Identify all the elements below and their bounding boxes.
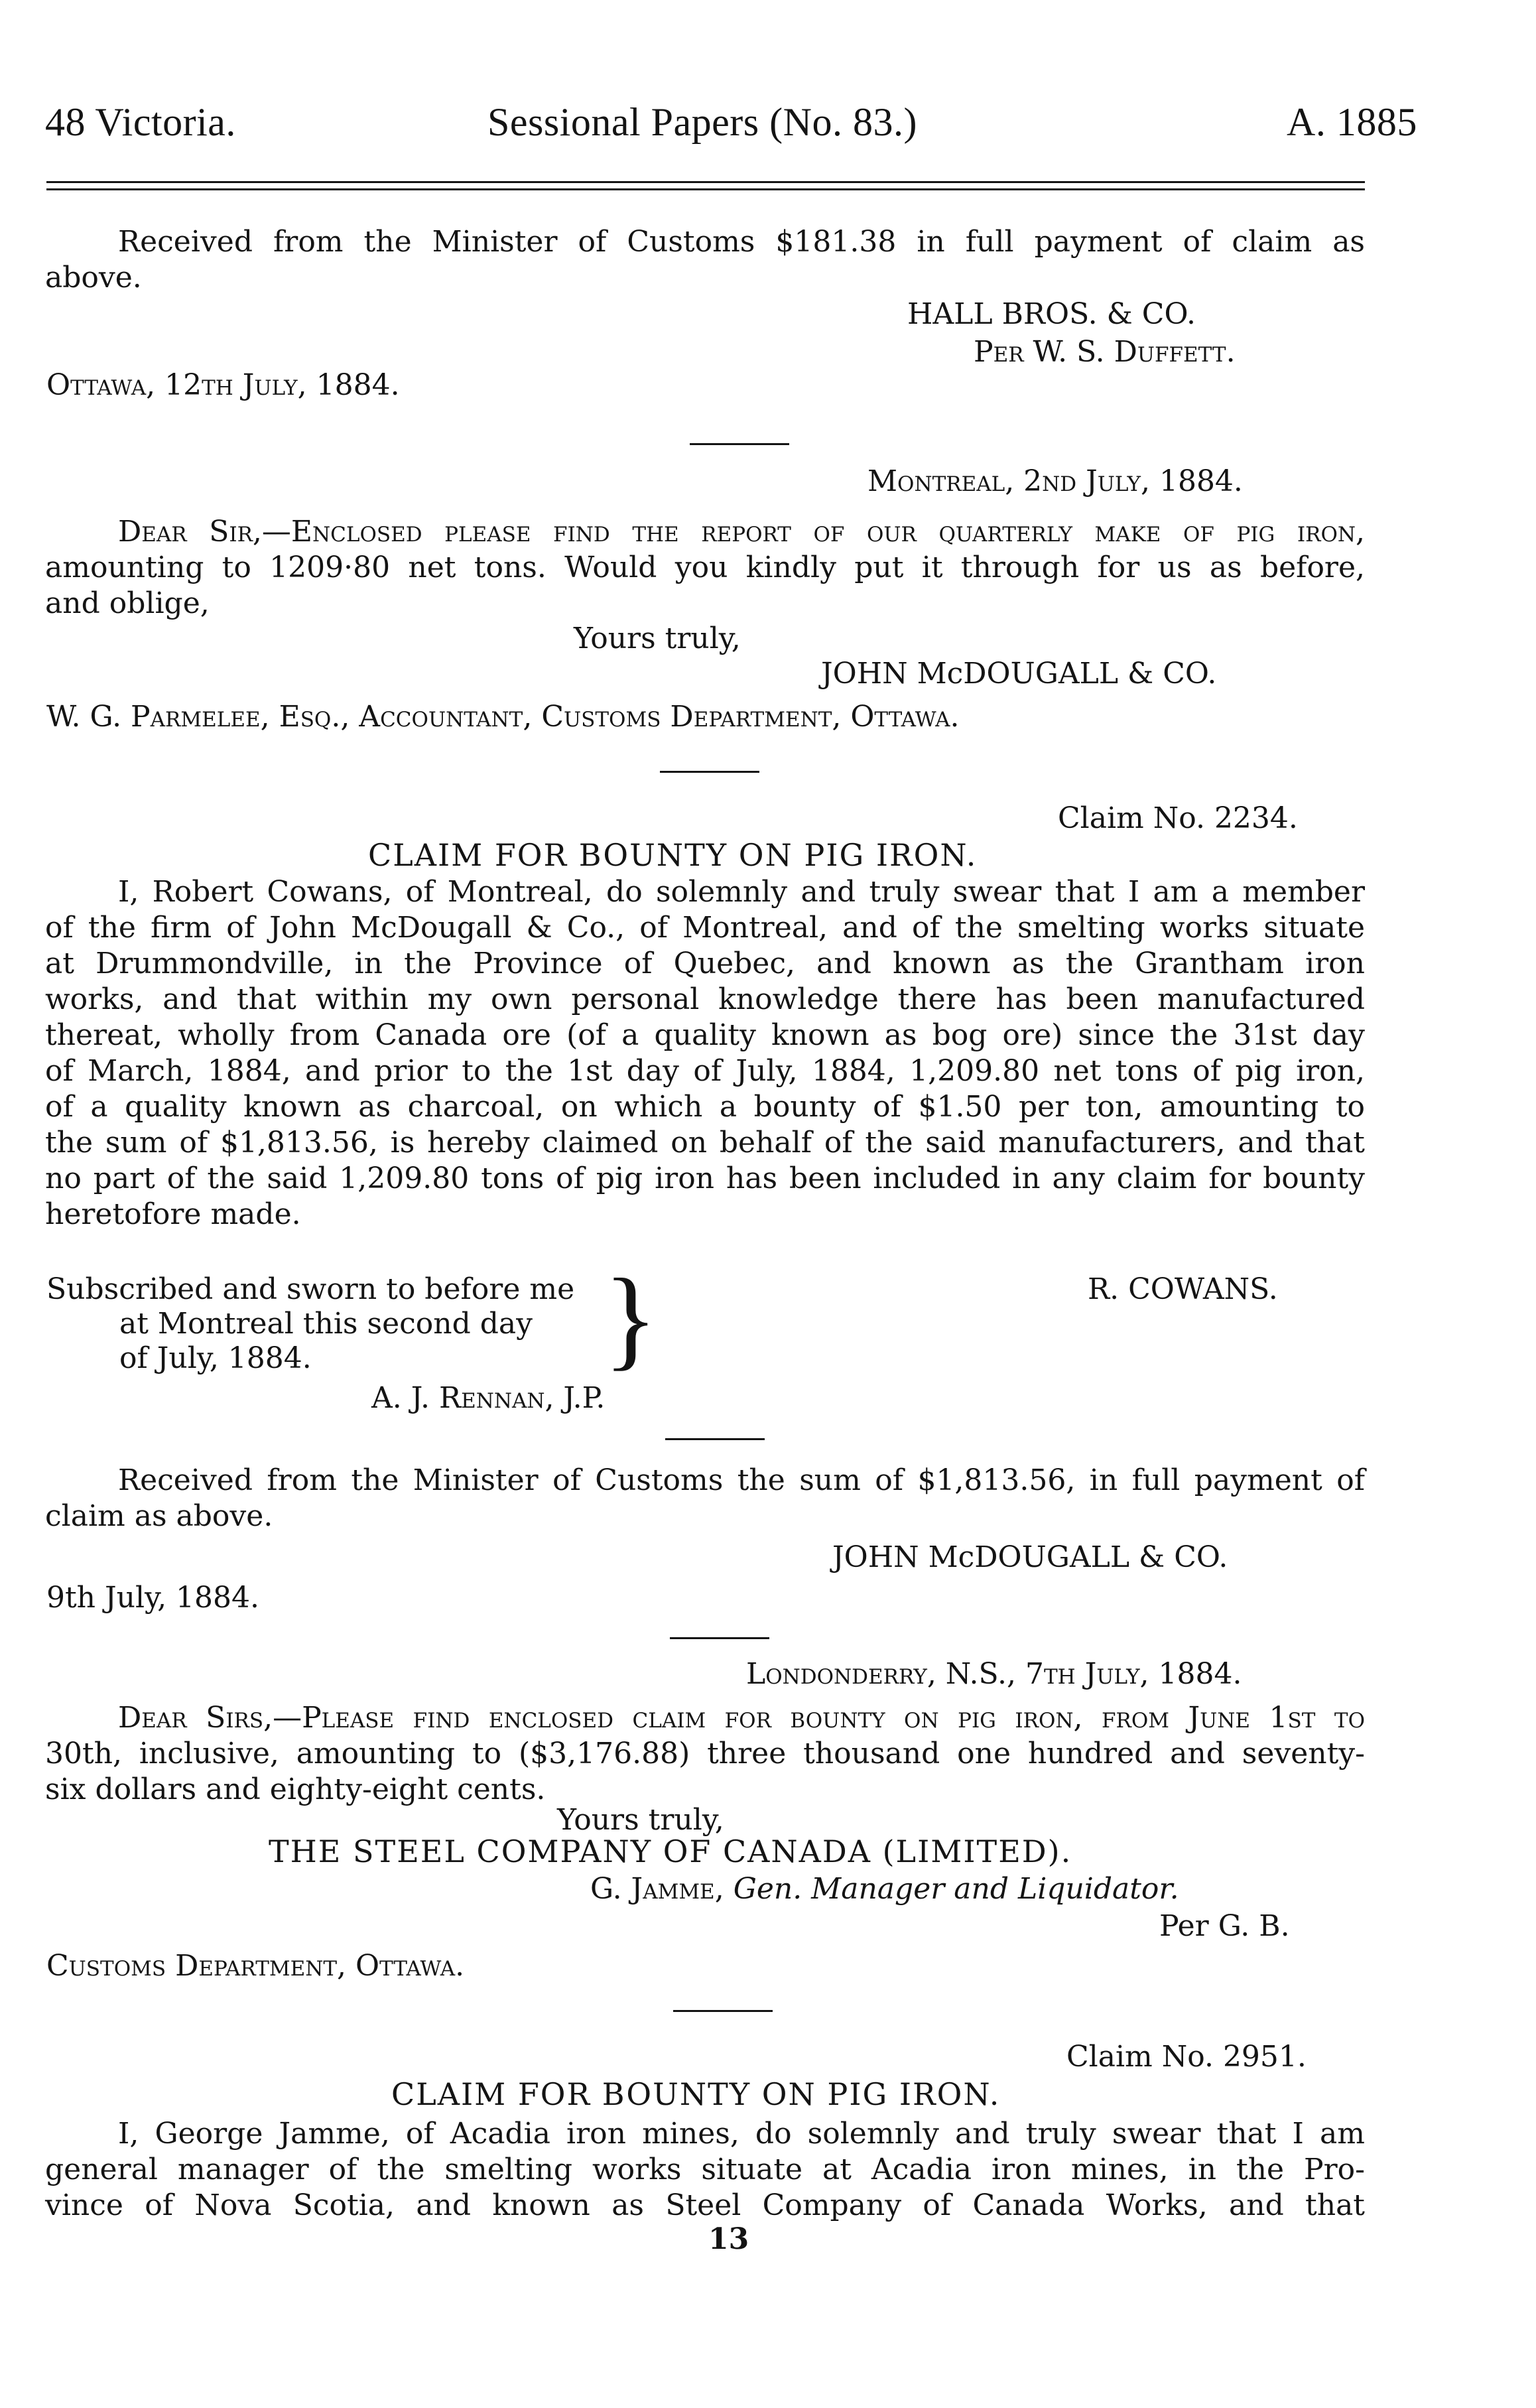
receipt2-signer: JOHN McDOUGALL & CO. [832, 1540, 1228, 1574]
text-line: six dollars and eighty-eight cents. [45, 1773, 546, 1806]
section-divider [690, 443, 789, 445]
receipt1-per: Per W. S. Duffett. [974, 335, 1236, 369]
letter1-closing: Yours truly, [574, 622, 741, 655]
receipt2-date: 9th July, 1884. [46, 1581, 259, 1615]
section-divider [673, 2010, 773, 2012]
header-rule-bottom [46, 188, 1365, 190]
section-divider [665, 1438, 765, 1440]
manager-title: Gen. Manager and Liquidator. [733, 1872, 1179, 1906]
text-line: of the firm of John McDougall & Co., of Montreal, and of the smelting works situate [45, 911, 1365, 945]
text-line: works, and that within my own personal knowledge there has been manufactured [45, 982, 1365, 1016]
text-line: amounting to 1209·80 net tons. Would you kindly put it through for us as before, [45, 551, 1365, 584]
text-line: at Drummondville, in the Province of Quebec, and known as the Grantham iron [45, 947, 1365, 980]
text-line: 30th, inclusive, amounting to ($3,176.88) three thousand one hundred and seventy- [45, 1737, 1365, 1771]
page-number: 13 [708, 2222, 749, 2256]
letter2-closing: Yours truly, [557, 1803, 724, 1837]
header-rule-top [46, 181, 1365, 183]
claim1-commissioner: A. J. Rennan, J.P. [371, 1381, 606, 1415]
text-line: Received from the Minister of Customs $181.38 in full payment of claim as [118, 225, 1365, 259]
jurat-line: at Montreal this second day [119, 1307, 533, 1341]
letter1-signer: JOHN McDOUGALL & CO. [821, 657, 1217, 691]
claim2-body [45, 2116, 1365, 2224]
letter1-dateline: Montreal, 2nd July, 1884. [867, 464, 1243, 498]
claim2-heading: CLAIM FOR BOUNTY ON PIG IRON. [391, 2076, 1001, 2112]
text-line: I, Robert Cowans, of Montreal, do solemnly and truly swear that I am a member [118, 875, 1365, 909]
letter2-per: Per G. B. [1159, 1909, 1290, 1943]
text-line: and oblige, [45, 586, 210, 620]
letter1-body [45, 514, 1365, 622]
letter2-manager [590, 1872, 1179, 1906]
text-line: Received from the Minister of Customs the sum of $1,813.56, in full payment of [118, 1463, 1365, 1497]
letter2-body [45, 1700, 1365, 1808]
text-line: Dear Sir,—Enclosed please find the report of our quarterly make of pig iron, [118, 515, 1365, 549]
letter2-company: THE STEEL COMPANY OF CANADA (LIMITED). [269, 1834, 1072, 1869]
text-line: the sum of $1,813.56, is hereby claimed on behalf of the said manufacturers, and that [45, 1126, 1365, 1160]
manager-name: G. Jamme, [590, 1872, 724, 1906]
text-line: thereat, wholly from Canada ore (of a quality known as bog ore) since the 31st day [45, 1018, 1365, 1052]
letter2-addressee: Customs Department, Ottawa. [46, 1949, 465, 1983]
claim1-signer: R. COWANS. [1088, 1272, 1278, 1306]
section-divider [660, 771, 759, 773]
jurat-line: of July, 1884. [119, 1341, 312, 1375]
text-line: heretofore made. [45, 1197, 301, 1231]
claim1-number: Claim No. 2234. [1058, 801, 1298, 835]
receipt2-text [45, 1463, 1365, 1534]
text-line: above. [45, 261, 142, 295]
text-line: Dear Sirs,—Please find enclosed claim for bounty on pig iron, from June 1st to [118, 1701, 1365, 1735]
claim1-body [45, 874, 1365, 1233]
text-line: claim as above. [45, 1499, 273, 1533]
text-line: I, George Jamme, of Acadia iron mines, do solemnly and truly swear that I am [118, 2117, 1365, 2151]
text-line: general manager of the smelting works situate at Acadia iron mines, in the Pro- [45, 2153, 1365, 2186]
text-line: no part of the said 1,209.80 tons of pig iron has been included in any claim for bounty [45, 1162, 1365, 1195]
text-line: of March, 1884, and prior to the 1st day of July, 1884, 1,209.80 net tons of pig iron, [45, 1054, 1365, 1088]
letter2-dateline: Londonderry, N.S., 7th July, 1884. [746, 1657, 1242, 1691]
receipt1-date: Ottawa, 12th July, 1884. [46, 368, 400, 402]
header-left: 48 Victoria. [45, 100, 236, 144]
text-line: of a quality known as charcoal, on which a bounty of $1.50 per ton, amounting to [45, 1090, 1365, 1124]
claim1-heading: CLAIM FOR BOUNTY ON PIG IRON. [368, 837, 978, 873]
receipt1-signer: HALL BROS. & CO. [907, 297, 1196, 331]
header-center: Sessional Papers (No. 83.) [487, 100, 917, 144]
jurat-line: Subscribed and sworn to before me [46, 1272, 575, 1306]
letter1-addressee: W. G. Parmelee, Esq., Accountant, Customs Department, Ottawa. [46, 700, 960, 734]
text-line: vince of Nova Scotia, and known as Steel Company of Canada Works, and that [45, 2188, 1365, 2222]
jurat-brace: } [604, 1256, 658, 1380]
receipt1-text [45, 224, 1365, 296]
claim2-number: Claim No. 2951. [1066, 2040, 1307, 2074]
header-right: A. 1885 [1287, 100, 1417, 144]
section-divider [670, 1637, 769, 1639]
